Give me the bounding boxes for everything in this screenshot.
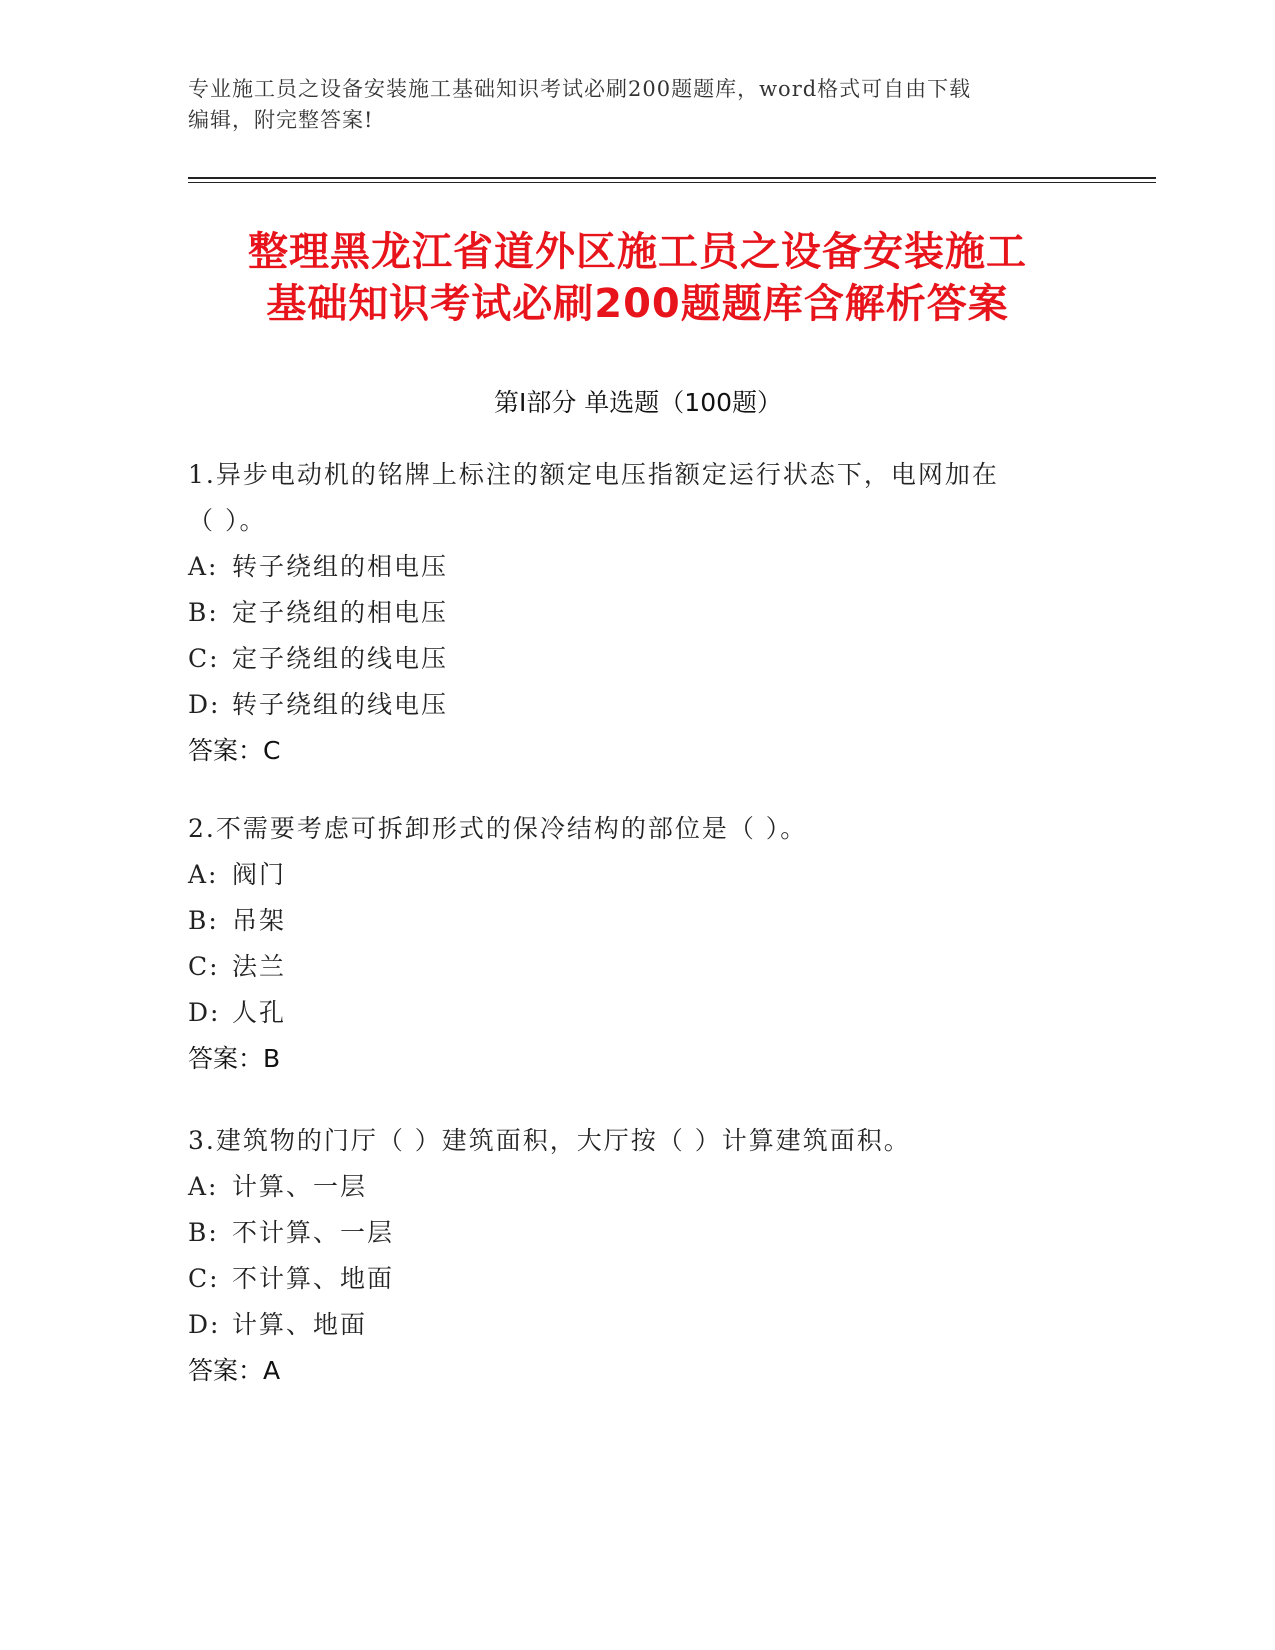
document-title-line1: 整理黑龙江省道外区施工员之设备安装施工 xyxy=(248,229,1027,275)
option-a xyxy=(188,544,1088,590)
question-1 xyxy=(188,452,1088,774)
option-key: B: xyxy=(188,598,219,627)
option-text: 计算、地面 xyxy=(232,1310,368,1339)
option-key: C: xyxy=(188,644,220,673)
option-a xyxy=(188,852,1088,898)
option-d xyxy=(188,1302,1088,1348)
option-key: D: xyxy=(188,1310,221,1339)
option-key: B: xyxy=(188,906,219,935)
option-key: C: xyxy=(188,1264,220,1293)
option-key: A: xyxy=(188,1172,219,1201)
option-b xyxy=(188,590,1088,636)
header-divider-thin xyxy=(188,182,1156,183)
question-2 xyxy=(188,806,1088,1082)
option-key: D: xyxy=(188,998,221,1027)
option-text: 定子绕组的相电压 xyxy=(232,598,449,627)
header-note-line1: 专业施工员之设备安装施工基础知识考试必刷200题题库，word格式可自由下载 xyxy=(188,77,972,101)
option-text: 人孔 xyxy=(232,998,287,1027)
option-text: 转子绕组的线电压 xyxy=(232,690,449,719)
option-text: 阀门 xyxy=(232,860,287,889)
option-text: 转子绕组的相电压 xyxy=(232,552,449,581)
option-key: A: xyxy=(188,552,219,581)
option-text: 法兰 xyxy=(232,952,287,981)
question-stem-continued: （ ）。 xyxy=(188,506,267,535)
option-d xyxy=(188,990,1088,1036)
option-c xyxy=(188,636,1088,682)
question-stem: 3.建筑物的门厅（ ）建筑面积，大厅按（ ）计算建筑面积。 xyxy=(188,1126,911,1155)
option-b xyxy=(188,1210,1088,1256)
header-note xyxy=(188,74,1088,136)
option-text: 吊架 xyxy=(232,906,287,935)
option-key: C: xyxy=(188,952,220,981)
option-b xyxy=(188,898,1088,944)
question-stem: 1.异步电动机的铭牌上标注的额定电压指额定运行状态下，电网加在 xyxy=(188,460,999,489)
option-d xyxy=(188,682,1088,728)
option-text: 定子绕组的线电压 xyxy=(232,644,449,673)
option-key: D: xyxy=(188,690,221,719)
option-c xyxy=(188,1256,1088,1302)
document-title xyxy=(150,226,1125,330)
option-text: 不计算、一层 xyxy=(232,1218,395,1247)
option-text: 不计算、地面 xyxy=(232,1264,395,1293)
option-key: B: xyxy=(188,1218,219,1247)
header-divider-thick xyxy=(188,177,1156,179)
option-text: 计算、一层 xyxy=(232,1172,368,1201)
document-title-line2: 基础知识考试必刷200题题库含解析答案 xyxy=(266,281,1009,327)
option-a xyxy=(188,1164,1088,1210)
section-heading: 第Ⅰ部分 单选题（100题） xyxy=(493,388,783,417)
option-key: A: xyxy=(188,860,219,889)
header-note-line2: 编辑，附完整答案! xyxy=(188,108,374,132)
question-3 xyxy=(188,1118,1088,1394)
answer-label: 答案：C xyxy=(188,736,281,765)
question-stem: 2.不需要考虑可拆卸形式的保冷结构的部位是（ ）。 xyxy=(188,814,808,843)
option-c xyxy=(188,944,1088,990)
answer-label: 答案：A xyxy=(188,1356,281,1385)
answer-label: 答案：B xyxy=(188,1044,281,1073)
